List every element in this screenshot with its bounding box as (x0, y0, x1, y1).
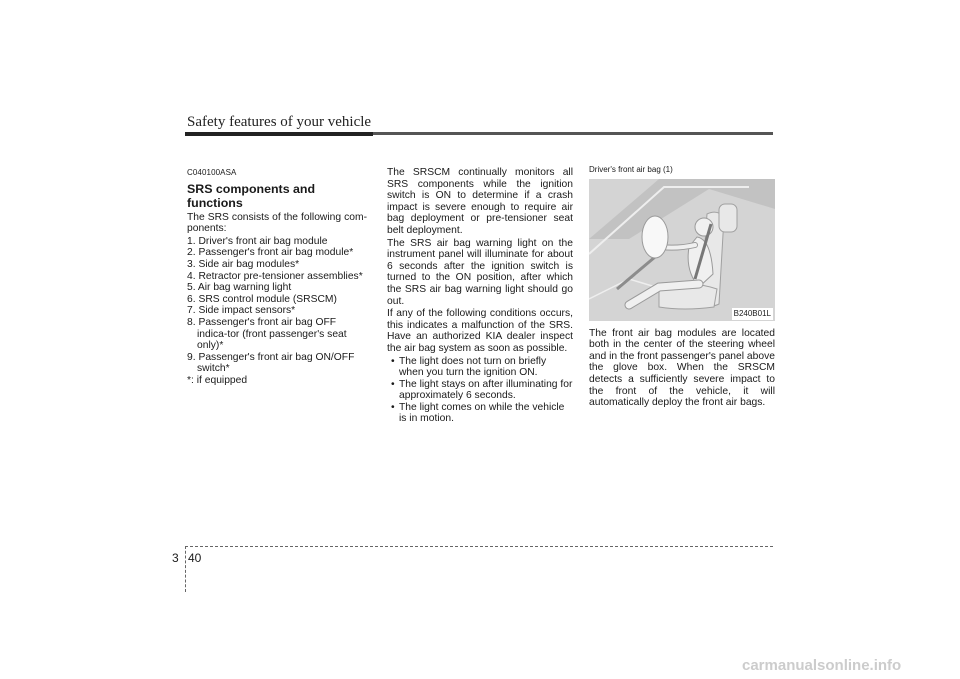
list-item: 2. Passenger's front air bag module* (187, 247, 354, 259)
intro-paragraph: The SRS consists of the following com-ponents: (187, 211, 367, 235)
list-item: 4. Retractor pre-tensioner assemblies* (187, 270, 363, 282)
malfunction-list (387, 356, 573, 426)
list-item: 8. Passenger's front air bag OFF indica-tor (front passenger's seat only)* (187, 316, 347, 352)
list-item: 6. SRS control module (SRSCM) (187, 293, 337, 305)
paragraph: If any of the following conditions occurs, this indicates a malfunction of the SRS. Have an authorized KIA dealer inspect the air bag system as soon as possible. (387, 308, 573, 354)
footer-divider (185, 546, 186, 592)
paragraph: The front air bag modules are located both in the center of the steering wheel and in the front passenger's panel above the glove box. When the SRSCM detects a sufficiently severe impact to the front of the vehicle, it will automatically deploy the front air bags. (589, 327, 775, 409)
page-header-title: Safety features of your vehicle (187, 114, 372, 130)
column-components (187, 167, 367, 388)
footnote: *: if equipped (187, 374, 248, 386)
list-item: 5. Air bag warning light (187, 282, 292, 294)
footer-rule (185, 546, 773, 547)
figure-code: B240B01L (733, 309, 771, 318)
chapter-number: 3 (172, 551, 179, 565)
section-code: C040100ASA (187, 168, 237, 177)
bullet-item: • The light does not turn on briefly when you turn the ignition ON. (387, 356, 573, 379)
components-list (187, 236, 367, 375)
list-item: 9. Passenger's front air bag ON/OFF switch* (187, 351, 355, 375)
airbag-illustration-graphic (589, 179, 775, 321)
section-title: SRS components and functions (187, 181, 316, 210)
column-monitoring (387, 167, 573, 425)
list-item: 3. Side air bag modules* (187, 258, 300, 270)
list-item: 7. Side impact sensors* (187, 305, 296, 317)
header-rule (185, 132, 773, 135)
page-number: 40 (188, 551, 202, 565)
figure-caption: Driver's front air bag (1) (589, 165, 673, 174)
column-figure (589, 164, 775, 410)
paragraph: The SRSCM continually monitors all SRS components while the ignition switch is ON to determine if a crash impact is severe enough to require air bag deployment or pre-tensioner seat belt deployment. (387, 167, 573, 236)
watermark: carmanualsonline.info (742, 657, 902, 674)
list-item: 1. Driver's front air bag module (187, 235, 328, 247)
bullet-item: • The light comes on while the vehicle is in motion. (387, 402, 573, 425)
paragraph: The SRS air bag warning light on the instrument panel will illuminate for about 6 seconds after the ignition switch is turned to the ON position, after which the SRS air bag warning light should go out. (387, 237, 573, 307)
airbag-illustration (589, 179, 775, 321)
bullet-item: • The light stays on after illuminating for approximately 6 seconds. (387, 379, 573, 402)
